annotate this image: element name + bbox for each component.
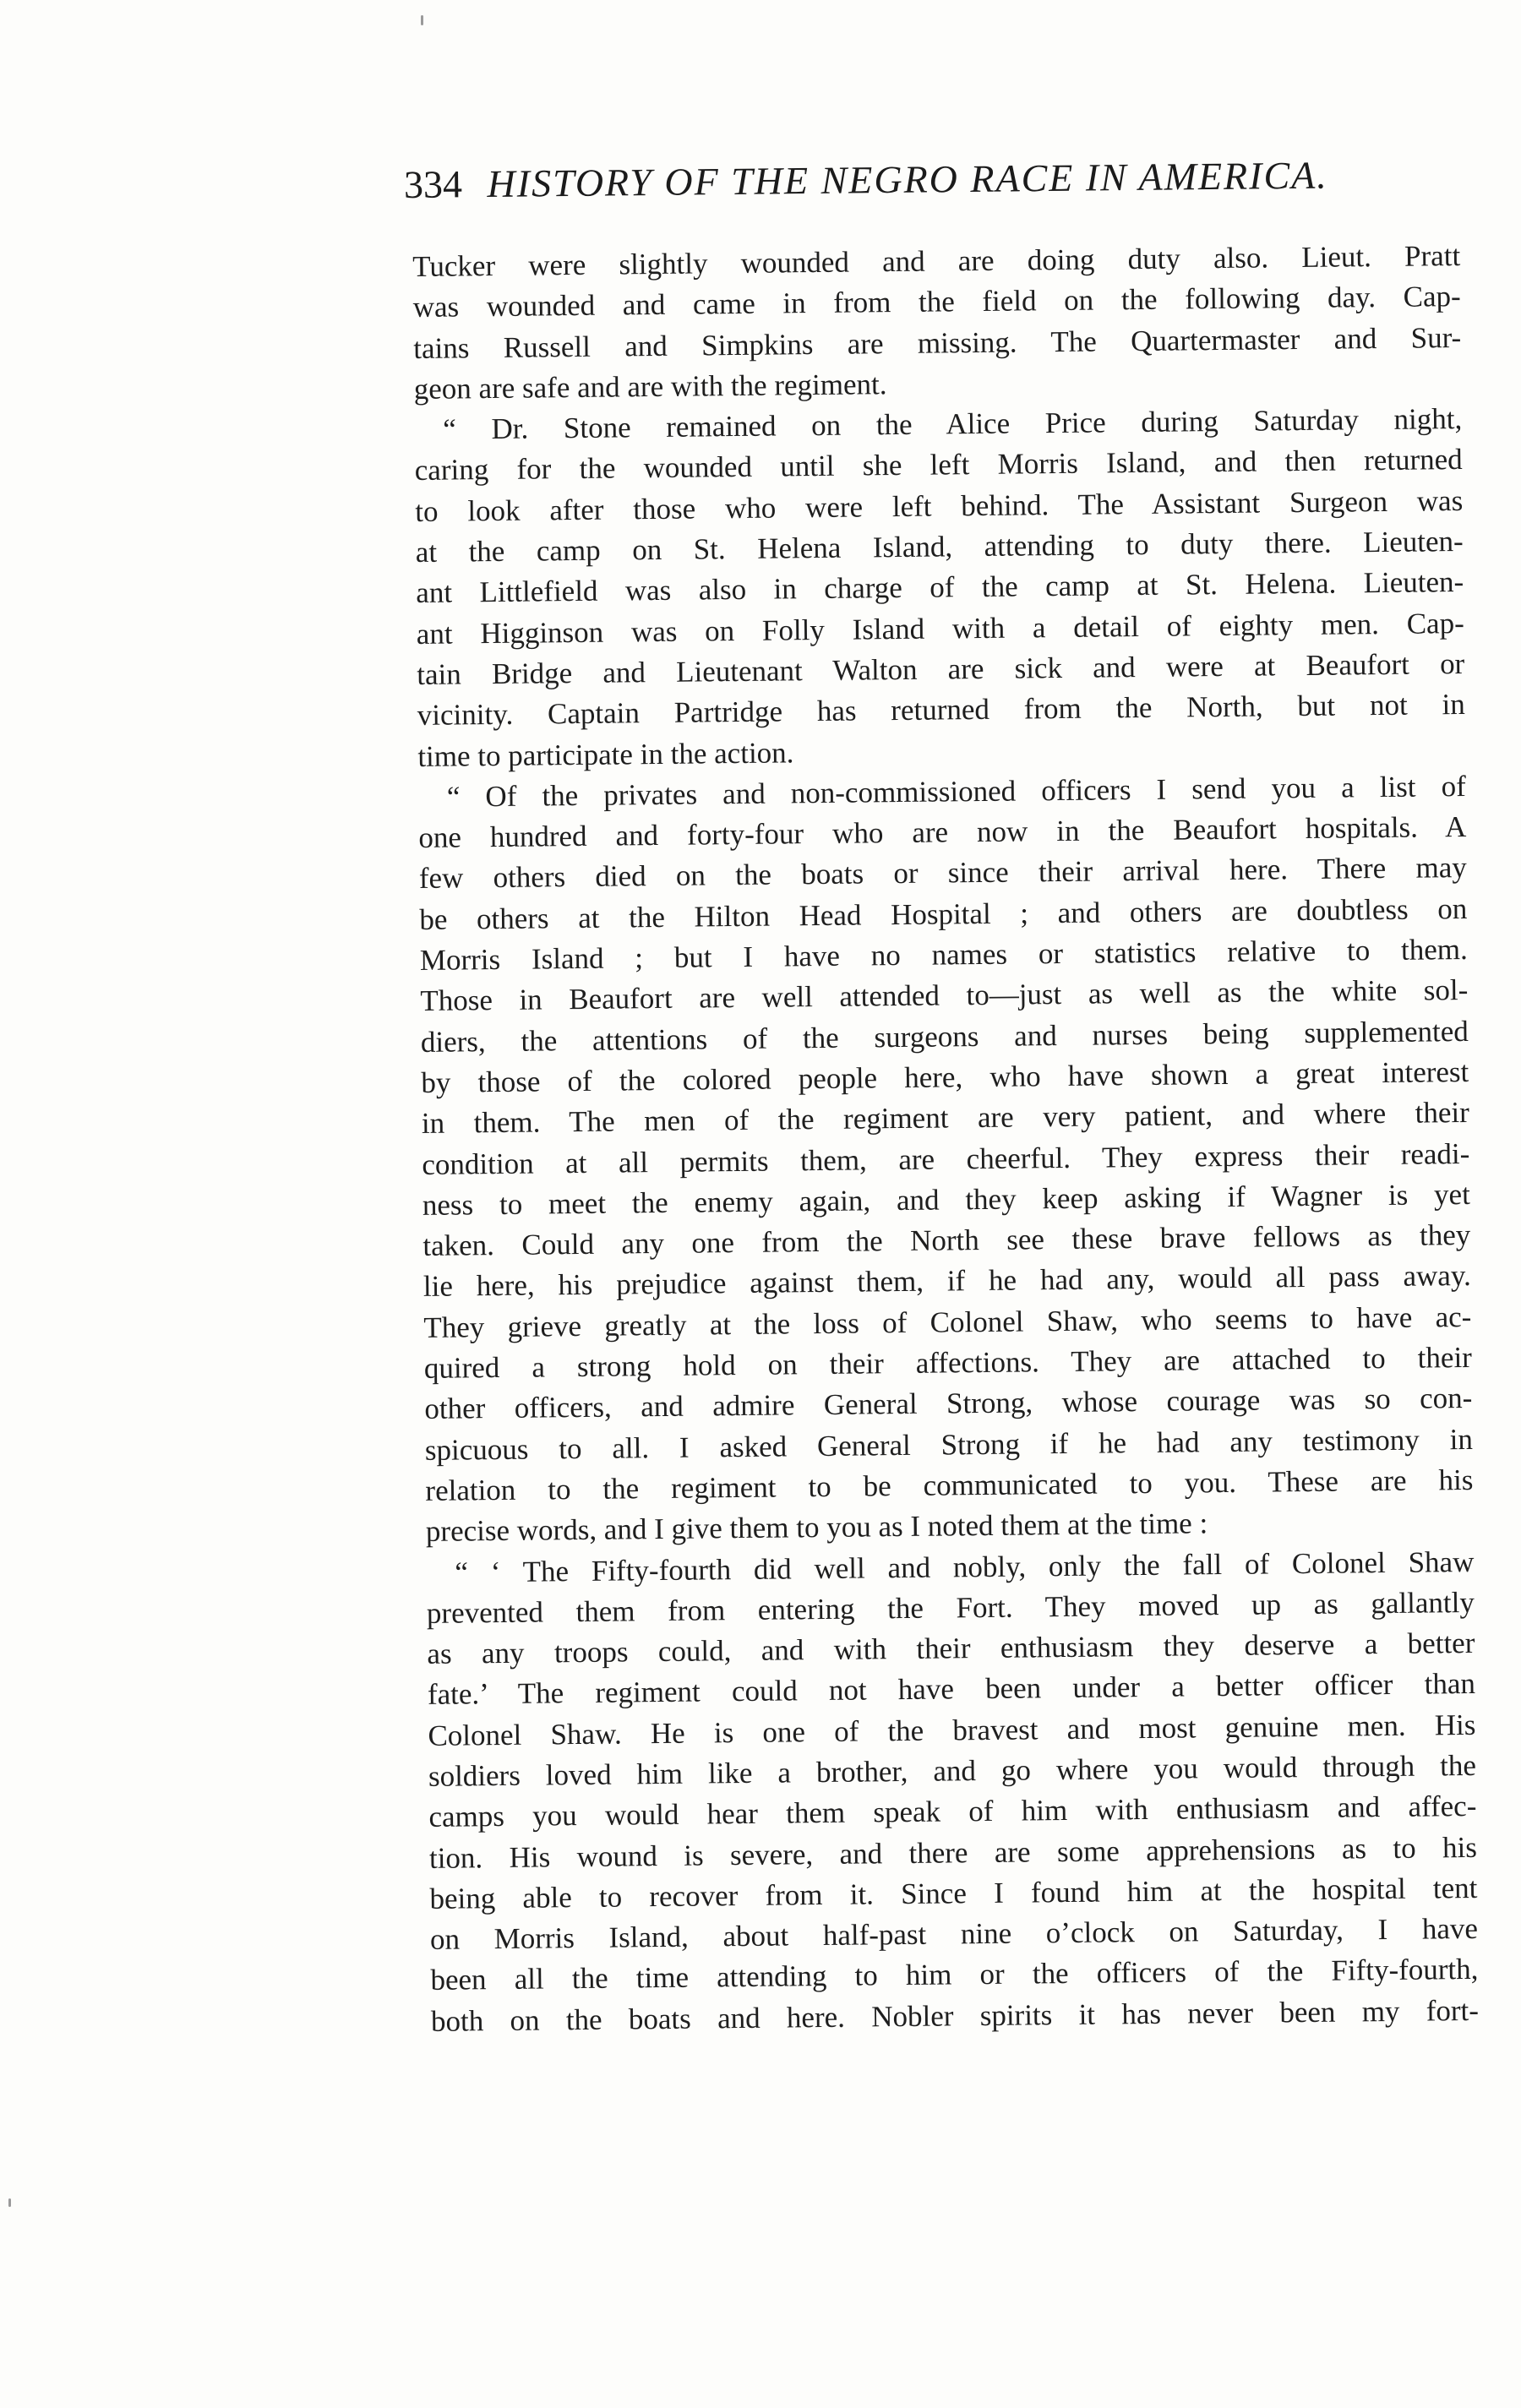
text-line: was wounded and came in from the field on the following day. Cap- — [412, 280, 1461, 324]
text-line: fate.’ The regiment could not have been under a better officer than — [427, 1667, 1476, 1712]
text-line: taken. Could any one from the North see these brave fellows as they — [422, 1218, 1471, 1263]
text-line: other officers, and admire General Strong, whose courage was so con- — [424, 1381, 1473, 1426]
text-line: diers, the attentions of the surgeons and nurses being supplemented — [420, 1014, 1469, 1059]
text-line: by those of the colored people here, who have shown a great interest — [421, 1054, 1469, 1099]
text-line: on Morris Island, about half-past nine o’clock on Saturday, I have — [429, 1912, 1479, 1957]
body-text — [412, 236, 1479, 2042]
text-line: They grieve greatly at the loss of Colonel Shaw, who seems to have ac- — [423, 1299, 1472, 1344]
text-line: condition at all permits them, are cheerful. They express their readi- — [422, 1136, 1470, 1181]
text-line: at the camp on St. Helena Island, attending to duty there. Lieuten- — [415, 525, 1464, 569]
text-line: ant Higginson was on Folly Island with a detail of eighty men. Cap- — [416, 606, 1464, 651]
text-line: tain Bridge and Lieutenant Walton are sick and were at Beaufort or — [417, 646, 1465, 691]
text-line: to look after those who were left behind. The Assistant Surgeon was — [415, 483, 1464, 528]
text-line: camps you would hear them speak of him with enthusiasm and affec- — [428, 1790, 1477, 1834]
text-line: “ Dr. Stone remained on the Alice Price during Saturday night, — [443, 402, 1463, 446]
text-line: tains Russell and Simpkins are missing. The Quartermaster and Sur- — [413, 320, 1462, 365]
text-line: geon are safe and are with the regiment. — [413, 368, 887, 406]
text-line: precise words, and I give them to you as I noted them at the time : — [425, 1506, 1208, 1549]
text-line: tion. His wound is severe, and there are some apprehensions as to his — [428, 1830, 1478, 1875]
text-line: “ Of the privates and non-commissioned officers I send you a list of — [446, 769, 1466, 814]
text-line: Those in Beaufort are well attended to—just as well as the white sol- — [420, 973, 1469, 1018]
scan-speck — [8, 2198, 11, 2207]
text-line: prevented them from entering the Fort. They moved up as gallantly — [426, 1585, 1475, 1630]
text-line: both on the boats and here. Nobler spirits it has never been my fort- — [430, 1993, 1480, 2038]
text-line: ness to meet the enemy again, and they keep asking if Wagner is yet — [422, 1177, 1471, 1222]
text-line: one hundred and forty-four who are now in the Beaufort hospitals. A — [418, 810, 1467, 855]
text-line: being able to recover from it. Since I found him at the hospital tent — [429, 1871, 1478, 1915]
text-line: as any troops could, and with their enthusiasm they deserve a better — [427, 1626, 1475, 1671]
text-line: caring for the wounded until she left Morris Island, and then returned — [414, 443, 1463, 488]
text-line: relation to the regiment to be communicated to you. These are his — [425, 1463, 1474, 1507]
text-line: soldiers loved him like a brother, and go where you would through the — [428, 1748, 1477, 1793]
scan-speck — [421, 15, 423, 25]
text-line: spicuous to all. I asked General Strong if he had any testimony in — [424, 1422, 1474, 1467]
text-line: Tucker were slightly wounded and are doing duty also. Lieut. Pratt — [412, 239, 1461, 283]
text-line: lie here, his prejudice against them, if he had any, would all pass away. — [422, 1259, 1472, 1304]
text-line: ant Littlefield was also in charge of the camp at St. Helena. Lieuten- — [416, 565, 1464, 610]
text-line: time to participate in the action. — [417, 735, 794, 773]
text-line: been all the time attending to him or the officers of the Fifty-fourth, — [430, 1953, 1479, 1997]
running-header — [404, 151, 1486, 207]
text-line: quired a strong hold on their affections. They are attached to their — [423, 1340, 1473, 1385]
page-number: 334 — [403, 162, 463, 206]
text-line: in them. The men of the regiment are very patient, and where their — [421, 1096, 1470, 1141]
text-line: be others at the Hilton Head Hospital ; and others are doubtless on — [419, 891, 1468, 936]
text-line: Colonel Shaw. He is one of the bravest and most genuine men. His — [428, 1708, 1476, 1752]
running-title: HISTORY OF THE NEGRO RACE IN AMERICA. — [487, 153, 1328, 205]
text-line: few others died on the boats or since their arrival here. There may — [418, 851, 1467, 896]
text-line: vicinity. Captain Partridge has returned from the North, but not in — [417, 688, 1465, 733]
text-line: Morris Island ; but I have no names or statistics relative to them. — [419, 933, 1468, 977]
text-line: “ ‘ The Fifty-fourth did well and nobly, only the fall of Colonel Shaw — [455, 1544, 1475, 1589]
